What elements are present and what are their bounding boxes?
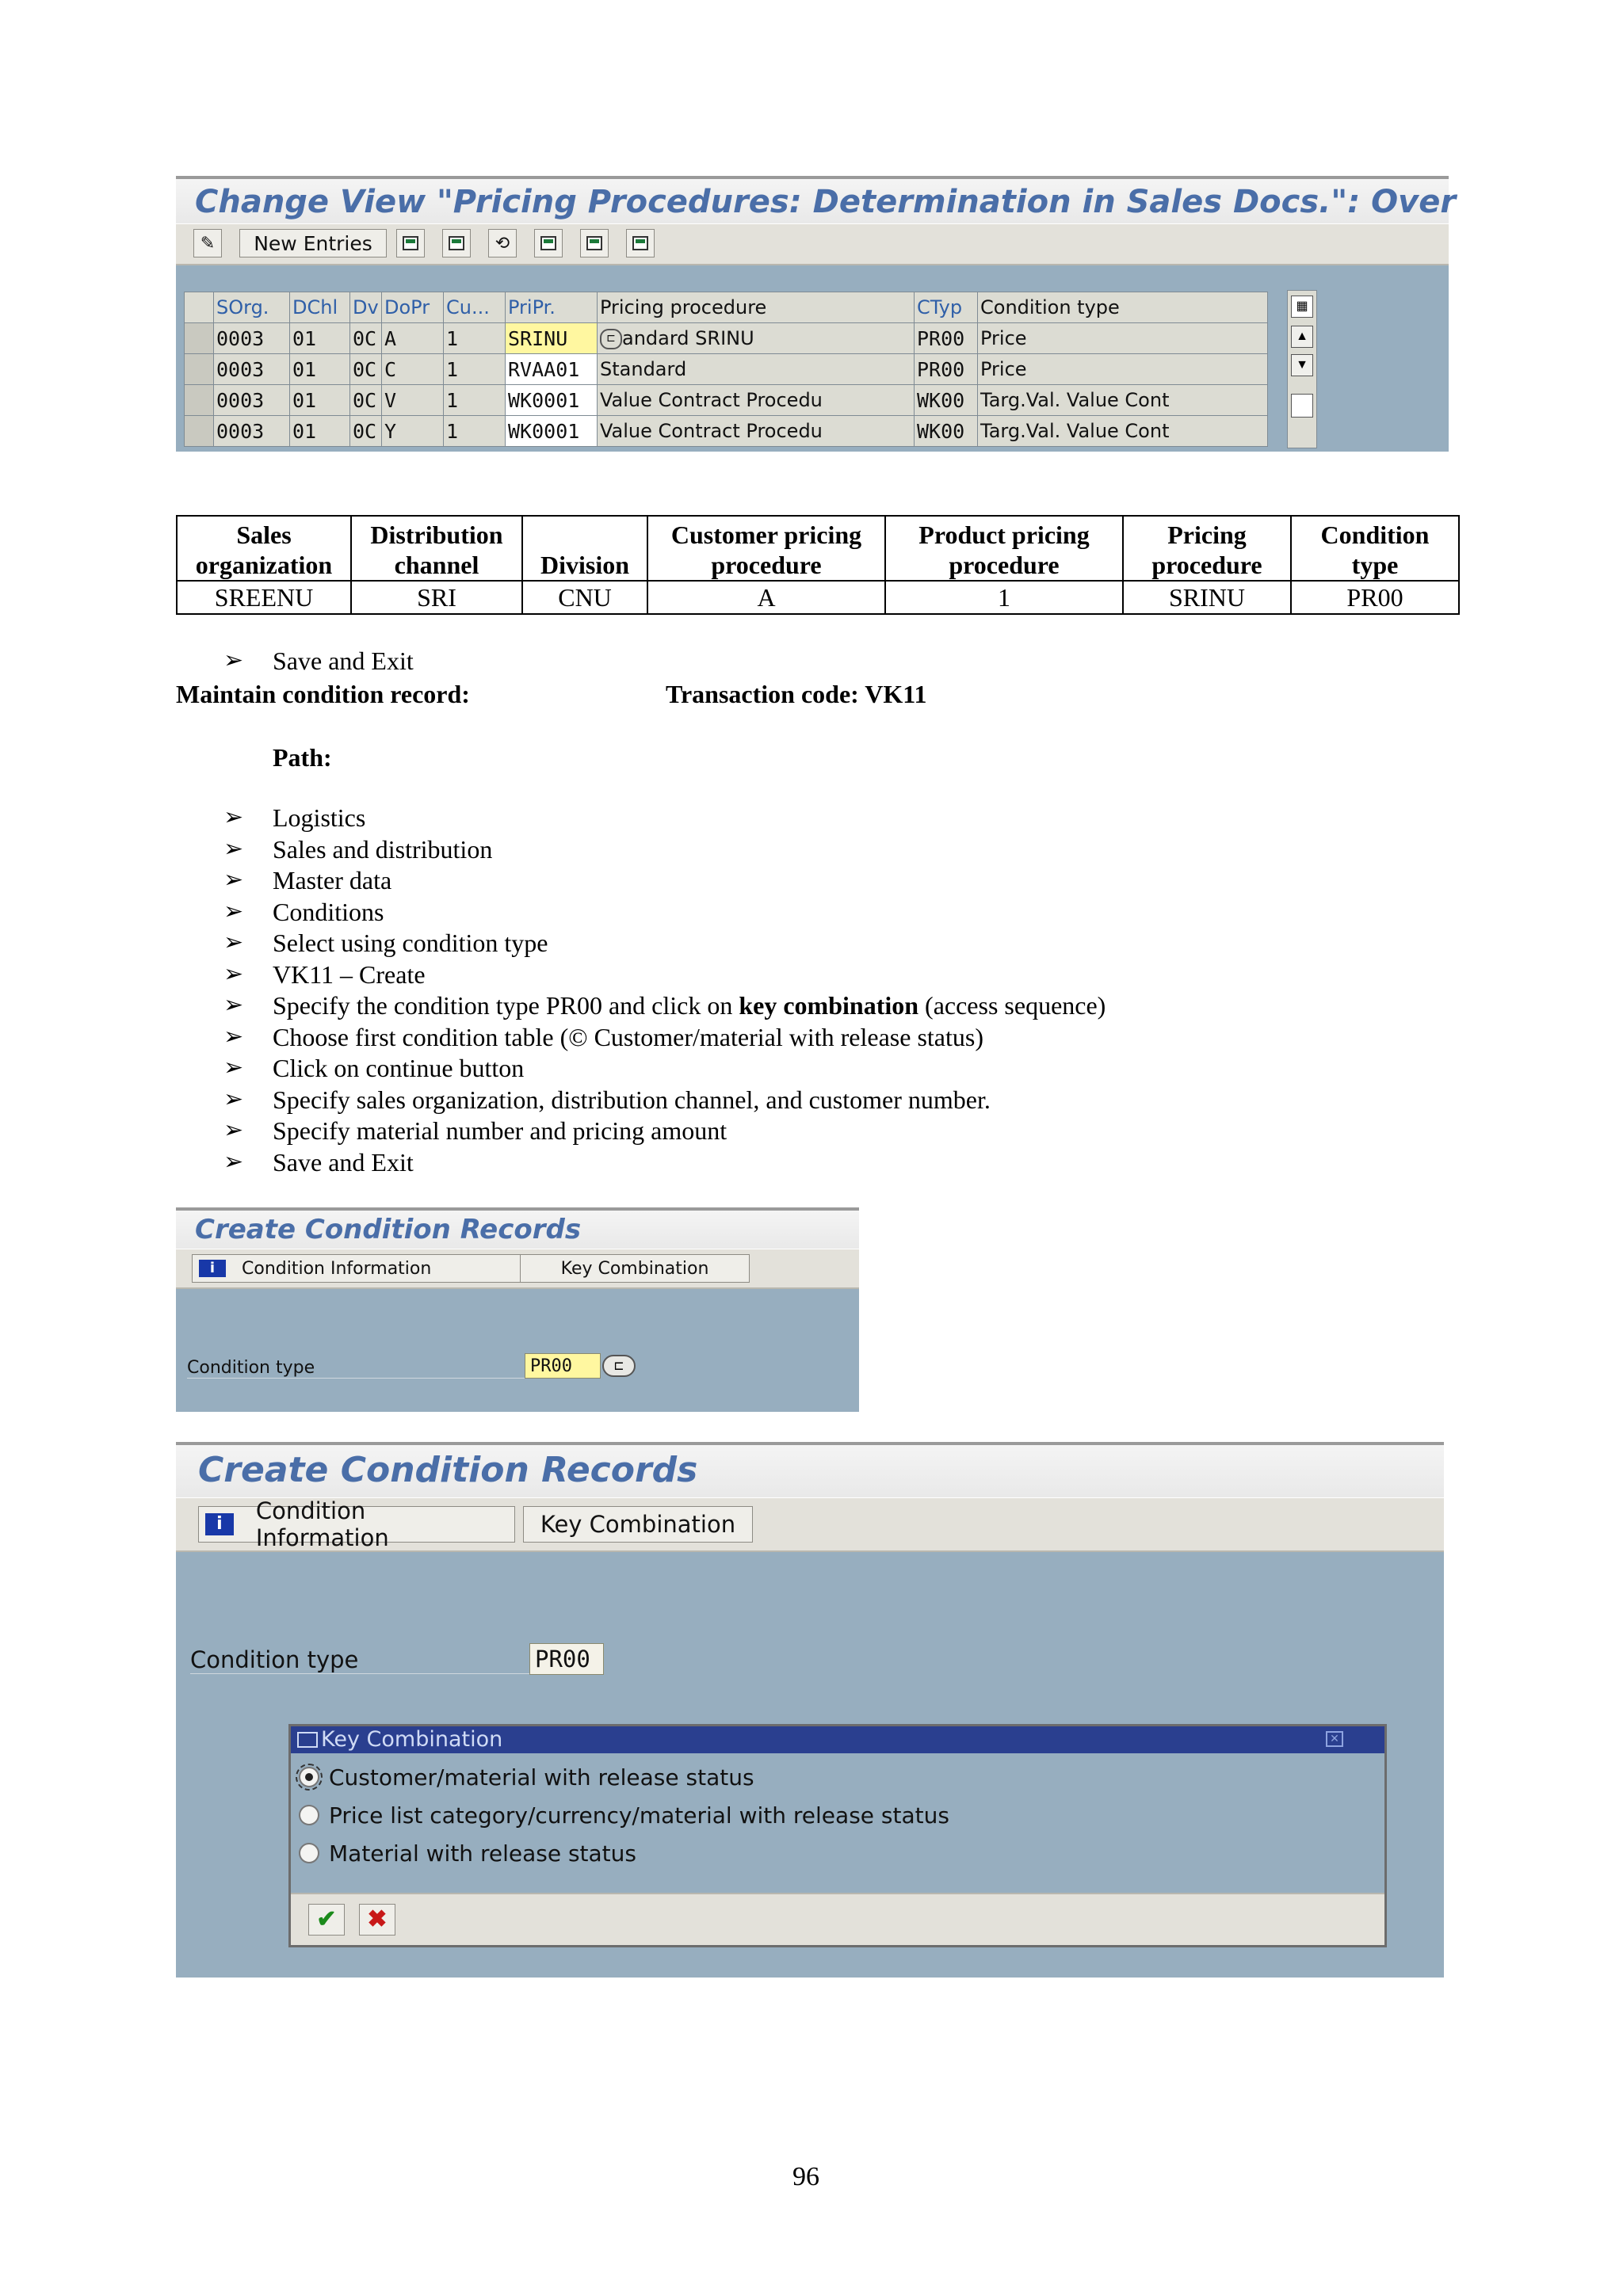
continue-button[interactable] [308,1904,345,1936]
configuration-table [176,515,1460,615]
table-cell: 01 [290,354,350,385]
table-cell: PR00 [915,323,978,354]
delete-icon [449,236,464,250]
option-customer-material[interactable]: Customer/material with release status [299,1761,754,1793]
page-number: 96 [792,2162,819,2191]
column-header: Condition type [1291,516,1459,581]
create-condition-screenshot-popup [176,1442,1444,1978]
dialog-icon [297,1732,318,1748]
deselect-all-icon [632,236,648,250]
pricing-procedure-input[interactable]: WK0001 [506,385,598,416]
radio-icon[interactable] [299,1805,319,1825]
sap-title-bar [176,176,1457,227]
possible-entries-icon[interactable]: ⊏ [602,1355,636,1377]
table-cell: 0C [350,323,382,354]
table-cell: WK00 [915,385,978,416]
radio-selected-icon[interactable] [299,1767,319,1787]
new-entries-button[interactable]: New Entries [239,229,387,257]
pricing-procedure-table [184,292,1268,447]
bullet-arrow-icon: ➢ [223,836,244,862]
dialog-footer [291,1893,1384,1945]
table-cell: SRI [351,581,522,614]
table-cell: 0003 [214,385,290,416]
list-item: Logistics [273,803,366,832]
table-cell: Targ.Val. Value Cont [978,416,1268,447]
table-header-row [185,292,1268,323]
table-cell: 01 [290,416,350,447]
possible-entries-icon[interactable]: ⊏ [600,329,622,349]
table-cell: 01 [290,323,350,354]
column-header[interactable]: Pricing procedure [598,292,915,323]
table-row [185,385,1268,416]
condition-type-input[interactable]: PR00 [525,1353,601,1379]
bullet-arrow-icon: ➢ [223,647,244,673]
column-header[interactable]: Cu... [444,292,506,323]
column-header[interactable]: DChl [290,292,350,323]
create-condition-screenshot-small [176,1207,859,1412]
key-combination-dialog [288,1724,1387,1947]
display-change-button[interactable] [193,229,222,257]
list-item: Click on continue button [273,1054,525,1082]
bullet-arrow-icon: ➢ [223,867,244,893]
table-row [177,581,1459,614]
table-cell: A [382,323,444,354]
select-all-cell[interactable] [185,292,214,323]
list-item: Save and Exit [273,1148,414,1177]
list-item: Sales and distribution [273,835,493,864]
pricing-procedure-input[interactable]: SRINU [506,323,598,354]
condition-type-label: Condition type [190,1646,555,1674]
dialog-title-bar: Key Combination ✕ [291,1726,1384,1753]
close-icon[interactable]: ✕ [1326,1731,1343,1747]
column-header: Sales organization [177,516,351,581]
info-icon: i [199,1260,226,1277]
table-cell: Value Contract Procedu [598,385,915,416]
undo-change-button[interactable] [488,229,517,257]
table-cell: 0003 [214,416,290,447]
table-cell: Value Contract Procedu [598,416,915,447]
copy-icon [403,236,418,250]
row-selector[interactable] [185,385,214,416]
column-header: Distribution channel [351,516,522,581]
transaction-code: Transaction code: VK11 [666,680,927,708]
table-cell: PR00 [1291,581,1459,614]
table-cell: Targ.Val. Value Cont [978,385,1268,416]
select-all-icon [540,236,556,250]
table-cell: V [382,385,444,416]
row-selector[interactable] [185,416,214,447]
condition-type-label: Condition type [187,1358,536,1379]
maintain-label: Maintain condition record: [176,680,470,708]
table-cell: 1 [444,385,506,416]
column-header[interactable]: Dv [350,292,382,323]
table-cell: Price [978,354,1268,385]
info-icon: i [205,1513,234,1535]
column-header: Customer pricing procedure [647,516,885,581]
table-cell: PR00 [915,354,978,385]
table-row [185,354,1268,385]
table-cell: 0003 [214,354,290,385]
bullet-arrow-icon: ➢ [223,961,244,987]
application-toolbar [176,223,1449,265]
bullet-arrow-icon: ➢ [223,1024,244,1050]
table-row [185,416,1268,447]
undo-icon: ⟲ [495,233,510,254]
table-cell: 1 [444,323,506,354]
vertical-scrollbar[interactable] [1287,290,1317,448]
cancel-button[interactable] [359,1904,395,1936]
bullet-arrow-icon: ➢ [223,1086,244,1112]
table-cell: 0C [350,385,382,416]
table-cell: C [382,354,444,385]
screen-title: Change View "Pricing Procedures: Determination in Sales Docs.": Over [195,184,1457,220]
pricing-procedure-input[interactable]: WK0001 [506,416,598,447]
list-item: Master data [273,866,392,894]
key-combination-button[interactable]: Key Combination [523,1506,753,1543]
bullet-arrow-icon: ➢ [223,1055,244,1081]
list-item: Specify sales organization, distribution channel, and customer number. [273,1085,991,1114]
column-settings-icon[interactable]: ▦ [1291,296,1313,318]
key-combination-button[interactable]: Key Combination [520,1254,750,1283]
delete-button[interactable] [442,229,471,257]
table-cell [598,323,915,354]
list-item: Save and Exit [273,646,414,675]
screen-title: Create Condition Records [195,1214,582,1245]
column-header[interactable]: DoPr [382,292,444,323]
table-cell: 01 [290,385,350,416]
option-material[interactable]: Material with release status [299,1837,636,1869]
bullet-arrow-icon: ➢ [223,898,244,925]
table-cell: 1 [444,416,506,447]
row-selector[interactable] [185,354,214,385]
table-cell: 1 [444,354,506,385]
select-block-button[interactable] [580,229,609,257]
radio-icon[interactable] [299,1843,319,1863]
cancel-x-icon: ✖ [367,1906,388,1932]
table-cell: Standard [598,354,915,385]
pricing-procedure-input[interactable]: RVAA01 [506,354,598,385]
option-price-list[interactable]: Price list category/currency/material with release status [299,1799,949,1831]
list-item: Specify the condition type PR00 and click on key combination (access sequence) [273,991,1106,1020]
column-header: Pricing procedure [1123,516,1291,581]
screen-title: Create Condition Records [198,1450,698,1490]
condition-information-button[interactable]: i Condition Information [198,1506,515,1543]
scroll-down-icon[interactable]: ▼ [1291,354,1313,376]
column-header[interactable]: Condition type [978,292,1268,323]
list-item: Choose first condition table (© Customer/material with release status) [273,1023,983,1051]
pencil-glasses-icon: ✎ [200,233,216,254]
application-toolbar [176,1497,1444,1552]
path-label: Path: [273,743,332,772]
deselect-all-button[interactable] [626,229,655,257]
sap-title-bar [176,1442,1444,1501]
table-cell: A [647,581,885,614]
list-item: Select using condition type [273,929,548,957]
table-row [185,323,1268,354]
scroll-thumb[interactable] [1291,394,1313,418]
pricing-procedure-screenshot [176,176,1457,452]
table-cell: 0C [350,416,382,447]
column-header[interactable]: CTyp [915,292,978,323]
table-cell: CNU [522,581,647,614]
row-selector[interactable] [185,323,214,354]
table-cell: WK00 [915,416,978,447]
column-header: Division [522,516,647,581]
table-cell: Price [978,323,1268,354]
procedure-description: andard SRINU [622,327,754,349]
bullet-arrow-icon: ➢ [223,1117,244,1143]
bullet-arrow-icon: ➢ [223,929,244,955]
table-cell: SREENU [177,581,351,614]
bullet-arrow-icon: ➢ [223,1149,244,1175]
select-all-button[interactable] [534,229,563,257]
column-header: Product pricing procedure [885,516,1123,581]
column-header[interactable]: PriPr. [506,292,598,323]
table-cell: 1 [885,581,1123,614]
bullet-arrow-icon: ➢ [223,804,244,830]
table-cell: Y [382,416,444,447]
table-header-row [177,516,1459,581]
scroll-up-icon[interactable]: ▲ [1291,326,1313,348]
checkmark-icon: ✔ [316,1906,337,1932]
application-toolbar [176,1249,859,1289]
list-item: VK11 – Create [273,960,426,989]
condition-type-input[interactable]: PR00 [529,1643,604,1675]
table-cell: 0C [350,354,382,385]
bullet-arrow-icon: ➢ [223,992,244,1018]
list-item: Specify material number and pricing amount [273,1116,727,1145]
select-block-icon [586,236,602,250]
table-cell: 0003 [214,323,290,354]
list-item: Conditions [273,898,384,926]
column-header[interactable]: SOrg. [214,292,290,323]
copy-as-button[interactable] [396,229,425,257]
sap-title-bar [176,1207,859,1252]
condition-information-button[interactable]: i Condition Information [192,1254,526,1283]
table-cell: SRINU [1123,581,1291,614]
